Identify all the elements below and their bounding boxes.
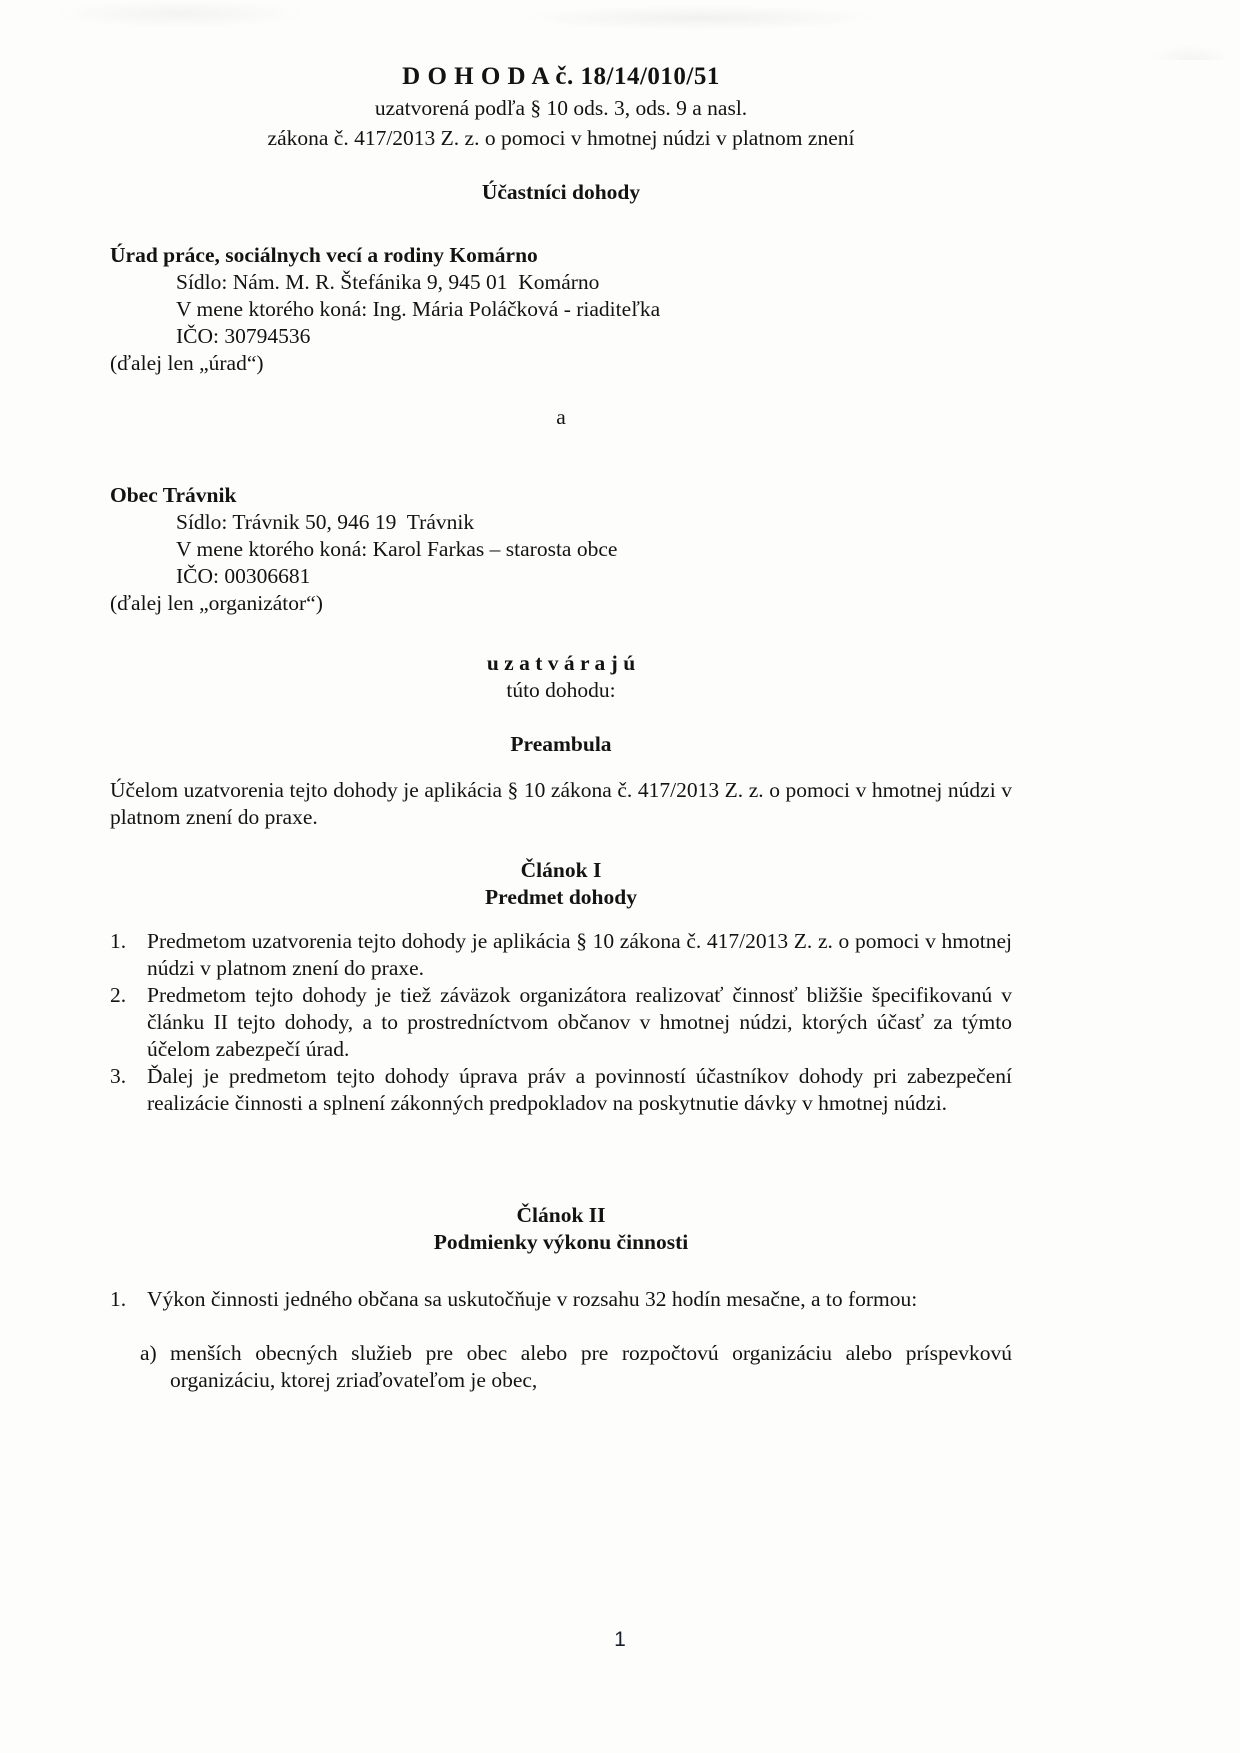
list-subitem-marker: a) xyxy=(140,1341,157,1365)
party-urad-address: Sídlo: Nám. M. R. Štefánika 9, 945 01 Komárno xyxy=(176,270,600,294)
page-number: 1 xyxy=(614,1628,626,1651)
clanok2-item-list xyxy=(110,1286,1012,1394)
conclude-statement: u z a t v á r a j ú xyxy=(486,651,636,675)
conclude-statement-sub: túto dohodu: xyxy=(506,678,616,702)
list-item-text: Ďalej je predmetom tejto dohody úprava práv a povinností účastníkov dohody pri zabezpečení realizácie činnosti a splnení zákonných predpokladov na poskytnutie dávky v hmotnej núdzi. xyxy=(147,1064,1012,1115)
party-obec-name: Obec Trávnik xyxy=(110,483,237,507)
clanok1-item-list xyxy=(110,928,1012,1117)
list-subitem-text: menších obecných služieb pre obec alebo pre rozpočtovú organizáciu alebo príspevkovú organizáciu, ktorej zriaďovateľom je obec, xyxy=(170,1341,1012,1392)
party-urad-representative: V mene ktorého koná: Ing. Mária Poláčková - riaditeľka xyxy=(176,297,661,321)
party-obec-ico: IČO: 00306681 xyxy=(176,564,311,588)
party-urad-alias: (ďalej len „úrad“) xyxy=(110,351,264,375)
document-subtitle-line2: zákona č. 417/2013 Z. z. o pomoci v hmotnej núdzi v platnom znení xyxy=(267,126,855,150)
document-title: D O H O D A č. 18/14/010/51 xyxy=(402,63,720,90)
clanok2-subheading: Podmienky výkonu činnosti xyxy=(433,1230,689,1254)
party-urad xyxy=(110,242,1012,377)
party-obec-representative: V mene ktorého koná: Karol Farkas – starosta obce xyxy=(176,537,618,561)
list-item-text: Predmetom uzatvorenia tejto dohody je aplikácia § 10 zákona č. 417/2013 Z. z. o pomoci v hmotnej núdzi v platnom znení do praxe. xyxy=(147,929,1012,980)
list-item xyxy=(110,1063,1012,1117)
clanok2-heading: Článok II xyxy=(516,1203,606,1227)
party-urad-name: Úrad práce, sociálnych vecí a rodiny Komárno xyxy=(110,243,538,267)
list-item xyxy=(110,982,1012,1063)
list-subitem xyxy=(140,1340,1012,1394)
list-item-marker: 2. xyxy=(110,983,127,1007)
list-item-text: Predmetom tejto dohody je tiež záväzok organizátora realizovať činnosť bližšie špecifikovanú v článku II tejto dohody, a to prostredníctvom občanov v hmotnej núdzi, ktorých účasť za týmto účelom zabezpečí úrad. xyxy=(147,983,1012,1061)
parties-connector: a xyxy=(556,405,566,429)
clanok1-heading: Článok I xyxy=(520,858,602,882)
list-item-marker: 1. xyxy=(110,929,127,953)
party-obec xyxy=(110,482,1012,617)
party-obec-address: Sídlo: Trávnik 50, 946 19 Trávnik xyxy=(176,510,475,534)
list-item xyxy=(110,928,1012,982)
scan-artifact xyxy=(0,0,1240,60)
party-obec-alias: (ďalej len „organizátor“) xyxy=(110,591,323,615)
preambula-heading: Preambula xyxy=(510,732,612,756)
list-item-marker: 1. xyxy=(110,1287,127,1311)
document-subtitle-line1: uzatvorená podľa § 10 ods. 3, ods. 9 a nasl. xyxy=(374,96,748,120)
list-item xyxy=(110,1286,1012,1313)
list-item-text: Výkon činnosti jedného občana sa uskutočňuje v rozsahu 32 hodín mesačne, a to formou: xyxy=(147,1287,918,1311)
party-urad-ico: IČO: 30794536 xyxy=(176,324,311,348)
list-item-marker: 3. xyxy=(110,1064,127,1088)
clanok1-subheading: Predmet dohody xyxy=(485,885,637,909)
preambula-text: Účelom uzatvorenia tejto dohody je aplikácia § 10 zákona č. 417/2013 Z. z. o pomoci v hmotnej núdzi v platnom znení do praxe. xyxy=(110,778,1012,829)
participants-heading: Účastníci dohody xyxy=(481,180,641,204)
